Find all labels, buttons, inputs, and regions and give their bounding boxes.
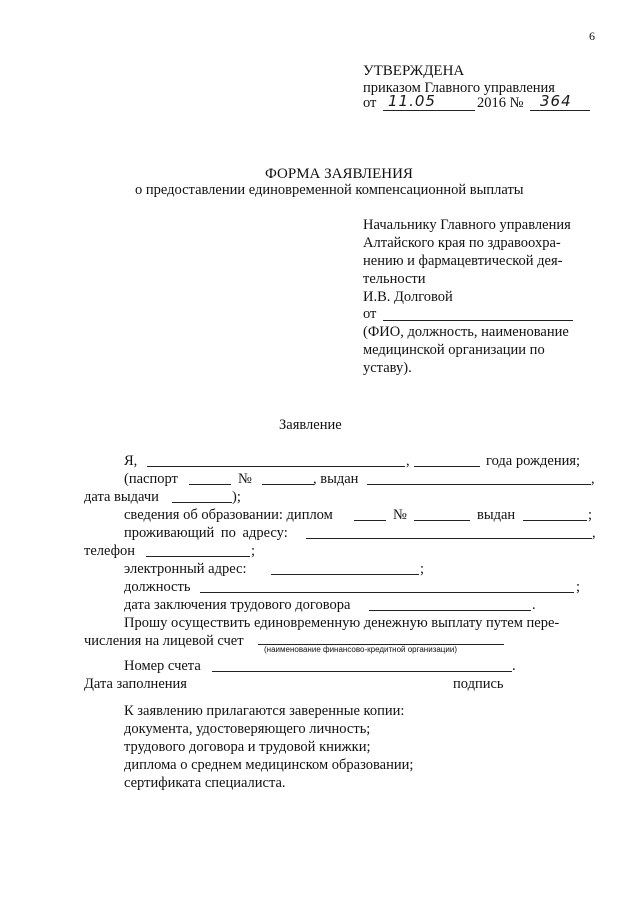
approval-order-line: приказом Главного управления xyxy=(363,80,555,96)
page-number: 6 xyxy=(589,29,595,43)
position-field[interactable] xyxy=(200,592,574,593)
phone-semicolon: ; xyxy=(251,543,256,559)
email-semicolon: ; xyxy=(420,561,425,577)
statement-heading: Заявление xyxy=(279,417,342,433)
approval-number-line xyxy=(530,110,590,111)
passport-line-comma: , xyxy=(591,471,595,487)
request-line-1: Прошу осуществить единовременную денежную выплату путем пере- xyxy=(124,615,560,631)
addressee-line-4: тельности xyxy=(363,271,426,287)
email-label: электронный адрес: xyxy=(124,561,247,577)
passport-issued-label: , выдан xyxy=(313,471,359,487)
attachments-intro: К заявлению прилагаются заверенные копии: xyxy=(124,703,405,719)
birth-year-label: года рождения; xyxy=(486,453,581,469)
position-label: должность xyxy=(124,579,191,595)
account-period: . xyxy=(512,658,516,674)
address-label: проживающий по адресу: xyxy=(124,525,288,541)
diploma-issued-by-field[interactable] xyxy=(523,520,587,521)
addressee-line-3: нению и фармацевтической дея- xyxy=(363,253,563,269)
birth-year-field[interactable] xyxy=(414,466,480,467)
account-label: Номер счета xyxy=(124,658,201,674)
diploma-issued-label: выдан xyxy=(477,507,516,523)
signature-label: подпись xyxy=(453,676,504,692)
approval-year-no: 2016 № xyxy=(477,95,524,111)
diploma-number-sign: № xyxy=(393,507,407,523)
position-semicolon: ; xyxy=(576,579,581,595)
issue-date-field[interactable] xyxy=(172,502,232,503)
bank-name-hint: (наименование финансово-кредитной организации) xyxy=(264,645,457,654)
passport-number-field[interactable] xyxy=(262,484,314,485)
attachment-item-1: документа, удостоверяющего личность; xyxy=(124,721,371,737)
phone-label: телефон xyxy=(84,543,136,559)
addressee-hint-2: медицинской организации по xyxy=(363,342,545,358)
education-semicolon: ; xyxy=(588,507,593,523)
address-field[interactable] xyxy=(306,538,592,539)
diploma-number-field[interactable] xyxy=(414,520,470,521)
address-comma: , xyxy=(592,525,596,541)
addressee-line-5: И.В. Долговой xyxy=(363,289,453,305)
attachment-item-2: трудового договора и трудовой книжки; xyxy=(124,739,371,755)
passport-series-field[interactable] xyxy=(189,484,231,485)
i-label: Я, xyxy=(124,453,138,469)
passport-number-sign: № xyxy=(238,471,252,487)
name-comma: , xyxy=(406,453,410,469)
approval-date-line xyxy=(383,110,475,111)
addressee-line-2: Алтайского края по здравоохра- xyxy=(363,235,561,251)
phone-field[interactable] xyxy=(146,556,250,557)
passport-label: (паспорт xyxy=(124,471,178,487)
contract-date-field[interactable] xyxy=(369,610,531,611)
full-name-field[interactable] xyxy=(147,466,405,467)
education-label: сведения об образовании: диплом xyxy=(124,507,333,523)
form-subtitle: о предоставлении единовременной компенсационной выплаты xyxy=(135,182,524,198)
attachment-item-3: диплома о среднем медицинском образовании; xyxy=(124,757,414,773)
diploma-series-field[interactable] xyxy=(354,520,386,521)
addressee-hint-1: (ФИО, должность, наименование xyxy=(363,324,569,340)
account-field[interactable] xyxy=(212,671,512,672)
issue-date-close: ); xyxy=(232,489,241,505)
addressee-from-label: от xyxy=(363,306,377,322)
approval-number-handwritten: 364 xyxy=(540,92,572,110)
contract-date-period: . xyxy=(532,597,536,613)
request-line-2: числения на лицевой счет xyxy=(84,633,244,649)
fill-date-label: Дата заполнения xyxy=(84,676,187,692)
contract-date-label: дата заключения трудового договора xyxy=(124,597,351,613)
email-field[interactable] xyxy=(271,574,419,575)
form-title: ФОРМА ЗАЯВЛЕНИЯ xyxy=(265,166,413,182)
attachment-item-4: сертификата специалиста. xyxy=(124,775,286,791)
addressee-hint-3: уставу). xyxy=(363,360,412,376)
approval-from-label: от xyxy=(363,95,377,111)
passport-issued-by-field[interactable] xyxy=(367,484,591,485)
approval-title: УТВЕРЖДЕНА xyxy=(363,63,465,79)
addressee-line-1: Начальнику Главного управления xyxy=(363,217,571,233)
addressee-from-field[interactable] xyxy=(383,320,573,321)
approval-date-handwritten: 11.05 xyxy=(388,92,436,110)
issue-date-label: дата выдачи xyxy=(84,489,159,505)
